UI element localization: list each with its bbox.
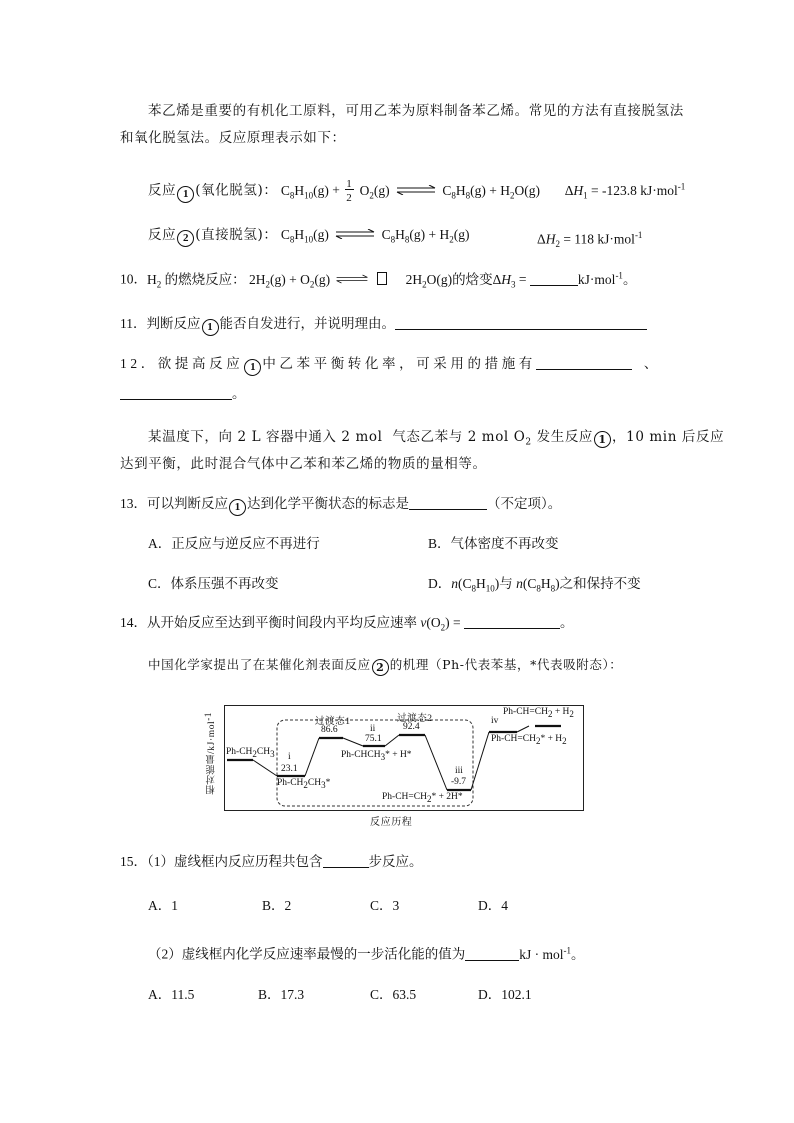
q15-p2-pre: （2）虚线框内化学反应速率最慢的一步活化能的值为 xyxy=(148,946,466,962)
reaction-2-reactant: $C_8H_{10}(g)$ xyxy=(280,227,329,245)
question-15-part-1 xyxy=(120,853,423,871)
q13-option-d[interactable] xyxy=(428,575,641,598)
q10-dh: $\Delta H_3$ xyxy=(492,271,516,290)
option-key: C． xyxy=(148,576,171,591)
option-text: 4 xyxy=(501,898,508,913)
option-key: D． xyxy=(428,576,452,591)
mechanism-intro xyxy=(148,656,622,676)
option-text: 2 xyxy=(284,898,292,913)
diagram-x-label: 反应历程 xyxy=(370,817,413,828)
q15-p2-option-b[interactable] xyxy=(258,986,304,1004)
q10-eq-left: $2H_2(g) + O_2(g)$ xyxy=(249,271,331,290)
connector xyxy=(385,735,399,746)
mech-pre: 中国化学家提出了在某催化剂表面反应 xyxy=(148,657,371,672)
q14-answer-blank[interactable] xyxy=(464,614,560,629)
q15-p2-option-d[interactable] xyxy=(478,986,532,1004)
question-12 xyxy=(120,355,661,376)
q12-number: 12 xyxy=(120,356,141,371)
option-text: 体系压强不再改变 xyxy=(170,576,279,591)
value-23-1: 23.1 xyxy=(281,764,298,774)
option-text: 3 xyxy=(392,898,400,913)
label-iv: iv xyxy=(491,716,499,726)
circle-number: 1 xyxy=(229,499,246,516)
q11-answer-blank[interactable] xyxy=(395,315,647,330)
option-text: 102.1 xyxy=(501,987,532,1002)
q10-eq-right: $2H_2O(g)$的焓变 xyxy=(405,271,493,290)
question-13 xyxy=(120,495,561,516)
option-text: 63.5 xyxy=(392,987,417,1002)
option-key: D． xyxy=(478,898,502,913)
value-75-1: 75.1 xyxy=(365,734,382,744)
reaction-1-plus: + xyxy=(332,182,340,198)
reaction-1-type: (氧化脱氢)： xyxy=(195,182,278,199)
circle-number: 1 xyxy=(244,359,261,376)
frac-denominator: 2 xyxy=(346,191,352,204)
option-text: 11.5 xyxy=(171,987,195,1002)
connector xyxy=(471,732,489,790)
option-text: 气体密度不再改变 xyxy=(450,536,559,551)
q12-separator: 、 xyxy=(643,356,662,371)
reaction-2-dh: $\Delta H_2 = 118$ kJ·mol$^{-1}$ xyxy=(537,230,643,250)
condition-text-1a: 某温度下，向 2 L 容器中通入 2 mol 气态乙苯与 2 mol $O_2$ 发生反应 xyxy=(148,429,594,448)
q11-pre: 判断反应 xyxy=(146,316,201,331)
q10-unit: kJ·mol$^{-1}$。 xyxy=(577,270,637,287)
question-10 xyxy=(120,266,636,293)
reaction-1 xyxy=(148,177,685,204)
label-state-2: $Ph-CHCH_3* + H*$ xyxy=(341,750,412,762)
q10-number: 10． xyxy=(120,271,147,287)
intro-line-1: 苯乙烯是重要的有机化工原料，可用乙苯为原料制备苯乙烯。常见的方法有直接脱氢法 xyxy=(148,103,684,119)
q15-p2-post: kJ · mol$^{-1}$。 xyxy=(519,945,585,962)
q15-p2-option-c[interactable] xyxy=(370,986,416,1004)
q11-number: 11． xyxy=(120,316,147,331)
option-key: B． xyxy=(262,898,285,913)
value-minus-9-7: -9.7 xyxy=(451,777,467,787)
reaction-2-type: (直接脱氢)： xyxy=(195,227,278,243)
question-14 xyxy=(120,614,573,637)
connector xyxy=(305,738,319,776)
connector xyxy=(343,738,363,746)
reaction-1-label: 反应 xyxy=(148,182,177,199)
reaction-2 xyxy=(148,226,469,249)
condition-text-1b: ，10 min 后反应 xyxy=(612,429,725,445)
reaction-1-o2: $O_2(g)$ xyxy=(359,182,390,201)
question-15-part-2 xyxy=(148,941,585,964)
label-i: i xyxy=(288,752,291,762)
q15-p1-option-b[interactable] xyxy=(262,897,291,915)
q15-p1-option-d[interactable] xyxy=(478,897,508,915)
q13-post: 达到化学平衡状态的标志是 xyxy=(247,496,409,511)
q15-number: 15． xyxy=(120,854,147,869)
q10-answer-blank[interactable] xyxy=(530,271,578,286)
intro-line-2: 和氧化脱氢法。反应原理表示如下： xyxy=(120,130,346,146)
q15-p1-option-a[interactable] xyxy=(148,897,178,915)
q15-p1-post: 步反应。 xyxy=(368,854,423,869)
q15-p2-option-a[interactable] xyxy=(148,986,194,1004)
reaction-1-products: $C_8H_8(g) + H_2O(g)$ xyxy=(442,182,540,201)
option-key: A． xyxy=(148,987,172,1002)
q12-text: ．欲提高反应 xyxy=(140,356,244,371)
option-key: B． xyxy=(428,536,451,551)
q12-answer-blank-1[interactable] xyxy=(536,355,632,370)
question-12-cont xyxy=(120,385,246,403)
label-ii: ii xyxy=(370,724,376,734)
diagram-y-label: 相对能量/kJ·mol$^{-1}$ xyxy=(203,712,218,795)
q13-option-c[interactable] xyxy=(148,575,279,593)
value-86-6: 86.6 xyxy=(321,725,338,735)
option-text: $n(C_8H_{10})$与 $n(C_8H_8)$之和保持不变 xyxy=(451,576,641,594)
q12-end: 。 xyxy=(232,386,246,401)
q12-answer-blank-2[interactable] xyxy=(120,385,232,400)
option-text: 1 xyxy=(171,898,178,913)
condition-line-2: 达到平衡，此时混合气体中乙苯和苯乙烯的物质的量相等。 xyxy=(120,456,487,472)
option-key: C． xyxy=(370,987,393,1002)
label-state-4: $Ph-CH=CH_2* + H_2$ xyxy=(491,734,567,746)
equilibrium-arrow-icon xyxy=(334,229,376,239)
question-11 xyxy=(120,315,647,336)
q15-p1-option-c[interactable] xyxy=(370,897,399,915)
mech-post: 的机理（Ph-代表苯基，*代表吸附态）： xyxy=(389,657,623,672)
circle-number: 1 xyxy=(202,319,219,336)
connector xyxy=(517,726,529,732)
circle-number: 2 xyxy=(372,659,389,676)
option-key: A． xyxy=(148,536,172,551)
q13-number: 13． xyxy=(120,496,147,511)
connector xyxy=(425,735,447,790)
q11-post: 能否自发进行，并说明理由。 xyxy=(219,316,395,331)
q14-rate: $v(O_2)$ = xyxy=(420,615,461,633)
fraction-one-half xyxy=(345,177,354,204)
reaction-1-reactant: $C_8H_{10}(g)$ xyxy=(280,182,329,201)
q14-number: 14． xyxy=(120,615,147,630)
label-state-1: $Ph-CH_2CH_3*$ xyxy=(277,778,331,790)
circle-number: 2 xyxy=(177,230,194,247)
option-key: C． xyxy=(370,898,393,913)
label-iii: iii xyxy=(455,766,463,776)
q15-p1-answer-blank[interactable] xyxy=(323,853,369,868)
circle-number: 1 xyxy=(594,431,611,448)
equilibrium-arrow-icon xyxy=(395,185,437,195)
option-text: 17.3 xyxy=(280,987,305,1002)
q14-end: 。 xyxy=(559,615,574,630)
q10-text: $H_2$ 的燃烧反应： xyxy=(147,271,246,290)
option-key: B． xyxy=(258,987,281,1002)
reaction-1-dh: $\Delta H_1 = -123.8$ kJ·mol$^{-1}$ xyxy=(564,181,686,201)
q13-option-a[interactable] xyxy=(148,535,320,553)
energy-profile-diagram xyxy=(224,705,584,811)
q15-p2-answer-blank[interactable] xyxy=(465,946,519,961)
equilibrium-arrow-icon xyxy=(335,274,369,284)
q14-text: 从开始反应至达到平衡时间段内平均反应速率 xyxy=(147,615,417,630)
q13-answer-blank[interactable] xyxy=(409,495,487,510)
q13-tail: （不定项）。 xyxy=(487,496,562,511)
label-ts1: 过渡态1 xyxy=(315,717,351,727)
label-start: $Ph-CH_2CH_3$ xyxy=(226,747,275,759)
option-key: D． xyxy=(478,987,502,1002)
missing-glyph-box-icon xyxy=(377,272,387,285)
q13-pre: 可以判断反应 xyxy=(147,496,228,511)
condition-line-1 xyxy=(148,428,724,452)
option-key: A． xyxy=(148,898,172,913)
q12-text-2: 中乙苯平衡转化率，可采用的措施有 xyxy=(262,356,536,371)
reaction-2-products: $C_8H_8(g) + H_2(g)$ xyxy=(381,227,470,245)
label-state-3: $Ph-CH=CH_2* + 2H*$ xyxy=(382,792,463,804)
value-92-4: 92.4 xyxy=(403,722,420,732)
q13-option-b[interactable] xyxy=(428,535,559,553)
q15-p1-pre: （1）虚线框内反应历程共包含 xyxy=(147,854,323,869)
circle-number: 1 xyxy=(177,186,194,203)
q10-eq-sign: = xyxy=(515,271,530,287)
option-text: 正反应与逆反应不再进行 xyxy=(171,536,320,551)
label-ts2: 过渡态2 xyxy=(397,714,433,724)
label-final: $Ph-CH=CH_2 + H_2$ xyxy=(503,707,574,719)
reaction-2-label: 反应 xyxy=(148,227,177,243)
connector xyxy=(253,760,277,776)
frac-numerator: 1 xyxy=(346,177,352,190)
